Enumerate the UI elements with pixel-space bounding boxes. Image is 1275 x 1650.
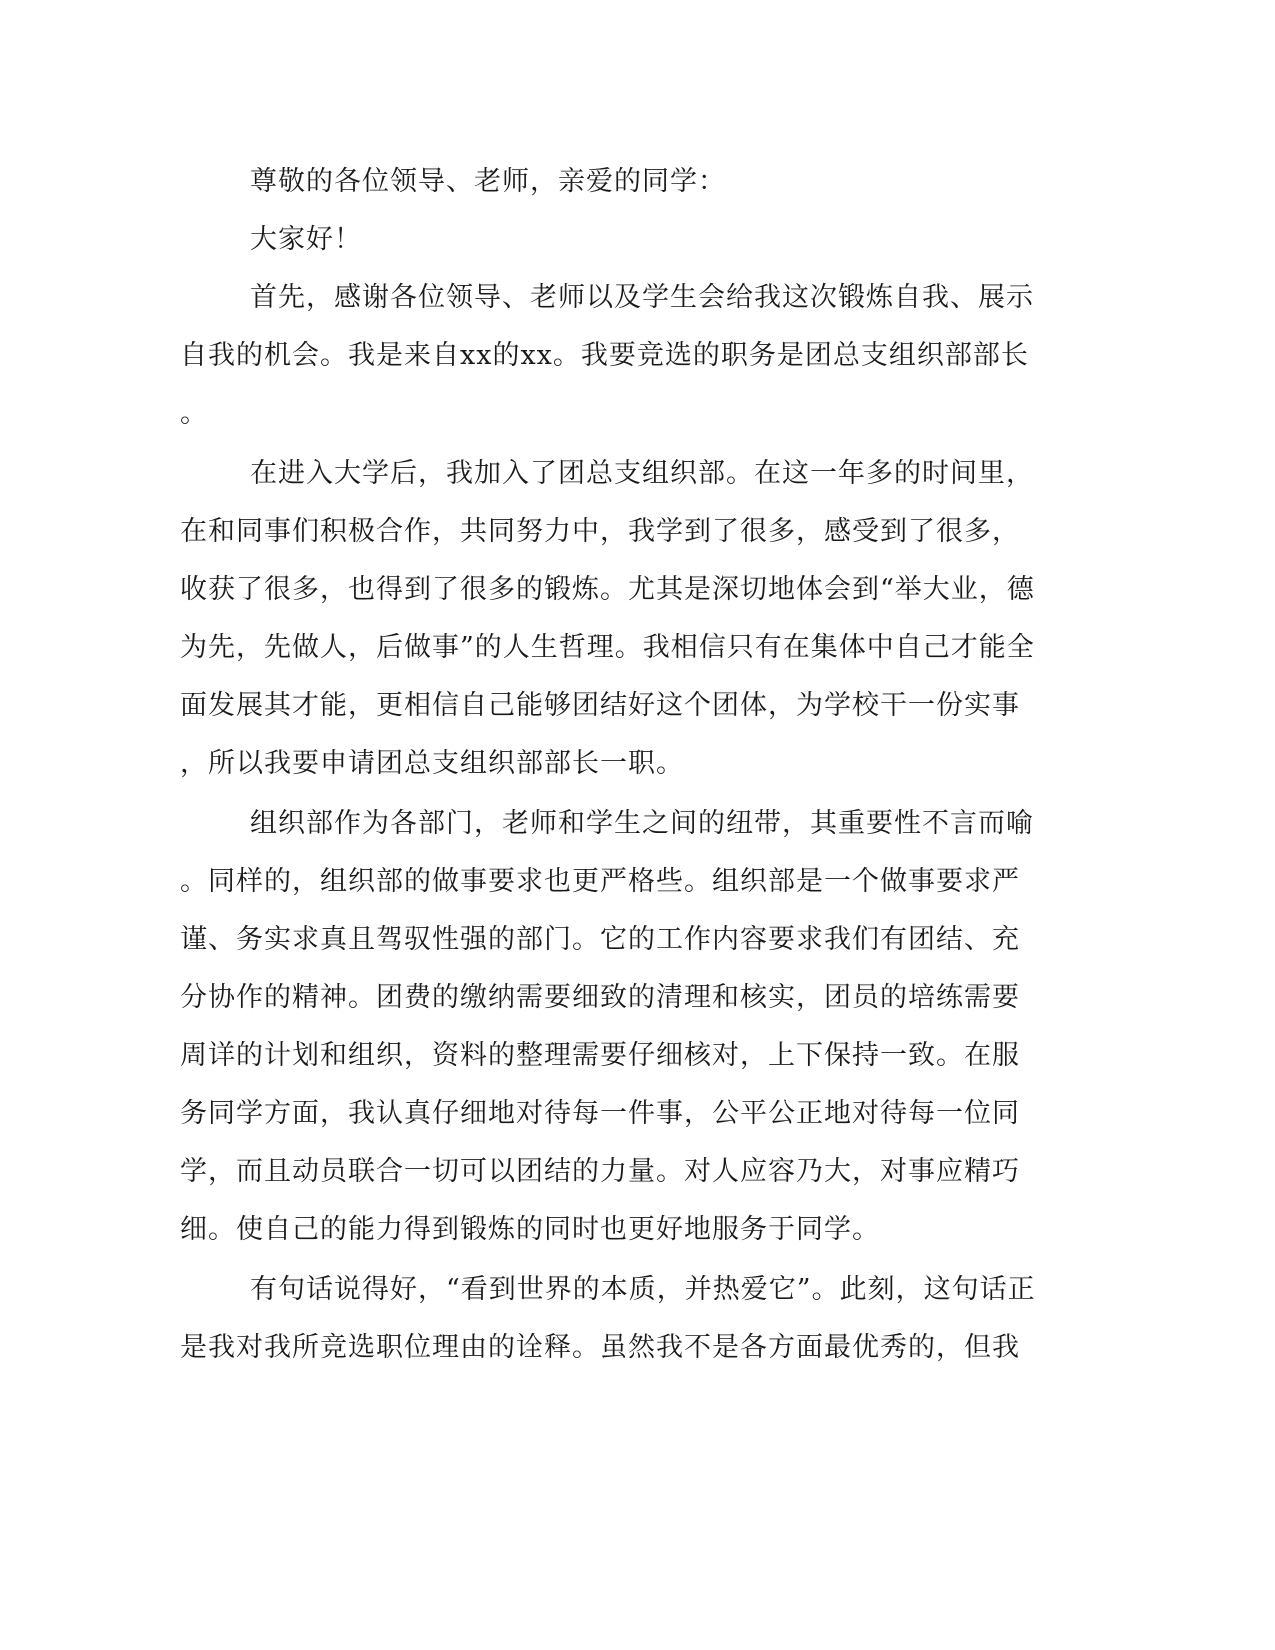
paragraph-3-line-3: 谨、务实求真且驾驭性强的部门。它的工作内容要求我们有团结、充	[180, 924, 1020, 955]
paragraph-2-line-4: 为先，先做人，后做事”的人生哲理。我相信只有在集体中自己才能全	[180, 632, 1035, 663]
paragraph-2-line-6: ，所以我要申请团总支组织部部长一职。	[180, 748, 684, 779]
greeting-line: 大家好！	[250, 224, 362, 255]
paragraph-1-line-2: 自我的机会。我是来自xx的xx。我要竞选的职务是团总支组织部部长	[180, 340, 1029, 371]
paragraph-3-line-6: 务同学方面，我认真仔细地对待每一件事，公平公正地对待每一位同	[180, 1098, 1020, 1129]
paragraph-3-line-1: 组织部作为各部门，老师和学生之间的纽带，其重要性不言而喻	[250, 808, 1034, 839]
paragraph-2-line-5: 面发展其才能，更相信自己能够团结好这个团体，为学校干一份实事	[180, 690, 1020, 721]
paragraph-2-line-3: 收获了很多，也得到了很多的锻炼。尤其是深切地体会到“举大业，德	[180, 574, 1035, 605]
paragraph-3-line-8: 细。使自己的能力得到锻炼的同时也更好地服务于同学。	[180, 1214, 880, 1245]
paragraph-4-line-2: 是我对我所竞选职位理由的诠释。虽然我不是各方面最优秀的，但我	[180, 1332, 1020, 1363]
paragraph-3-line-4: 分协作的精神。团费的缴纳需要细致的清理和核实，团员的培练需要	[180, 982, 1020, 1013]
paragraph-3-line-5: 周详的计划和组织，资料的整理需要仔细核对，上下保持一致。在服	[180, 1040, 1020, 1071]
paragraph-3-line-2: 。同样的，组织部的做事要求也更严格些。组织部是一个做事要求严	[180, 866, 1020, 897]
paragraph-2-line-2: 在和同事们积极合作，共同努力中，我学到了很多，感受到了很多，	[180, 516, 1020, 547]
paragraph-1-line-1: 首先，感谢各位领导、老师以及学生会给我这次锻炼自我、展示	[250, 282, 1034, 313]
salutation-line: 尊敬的各位领导、老师，亲爱的同学：	[250, 166, 726, 197]
paragraph-2-line-1: 在进入大学后，我加入了团总支组织部。在这一年多的时间里，	[250, 458, 1034, 489]
paragraph-1-line-3: 。	[180, 398, 208, 429]
paragraph-4-line-1: 有句话说得好，“看到世界的本质，并热爱它”。此刻，这句话正	[250, 1274, 1036, 1305]
paragraph-3-line-7: 学，而且动员联合一切可以团结的力量。对人应容乃大，对事应精巧	[180, 1156, 1020, 1187]
